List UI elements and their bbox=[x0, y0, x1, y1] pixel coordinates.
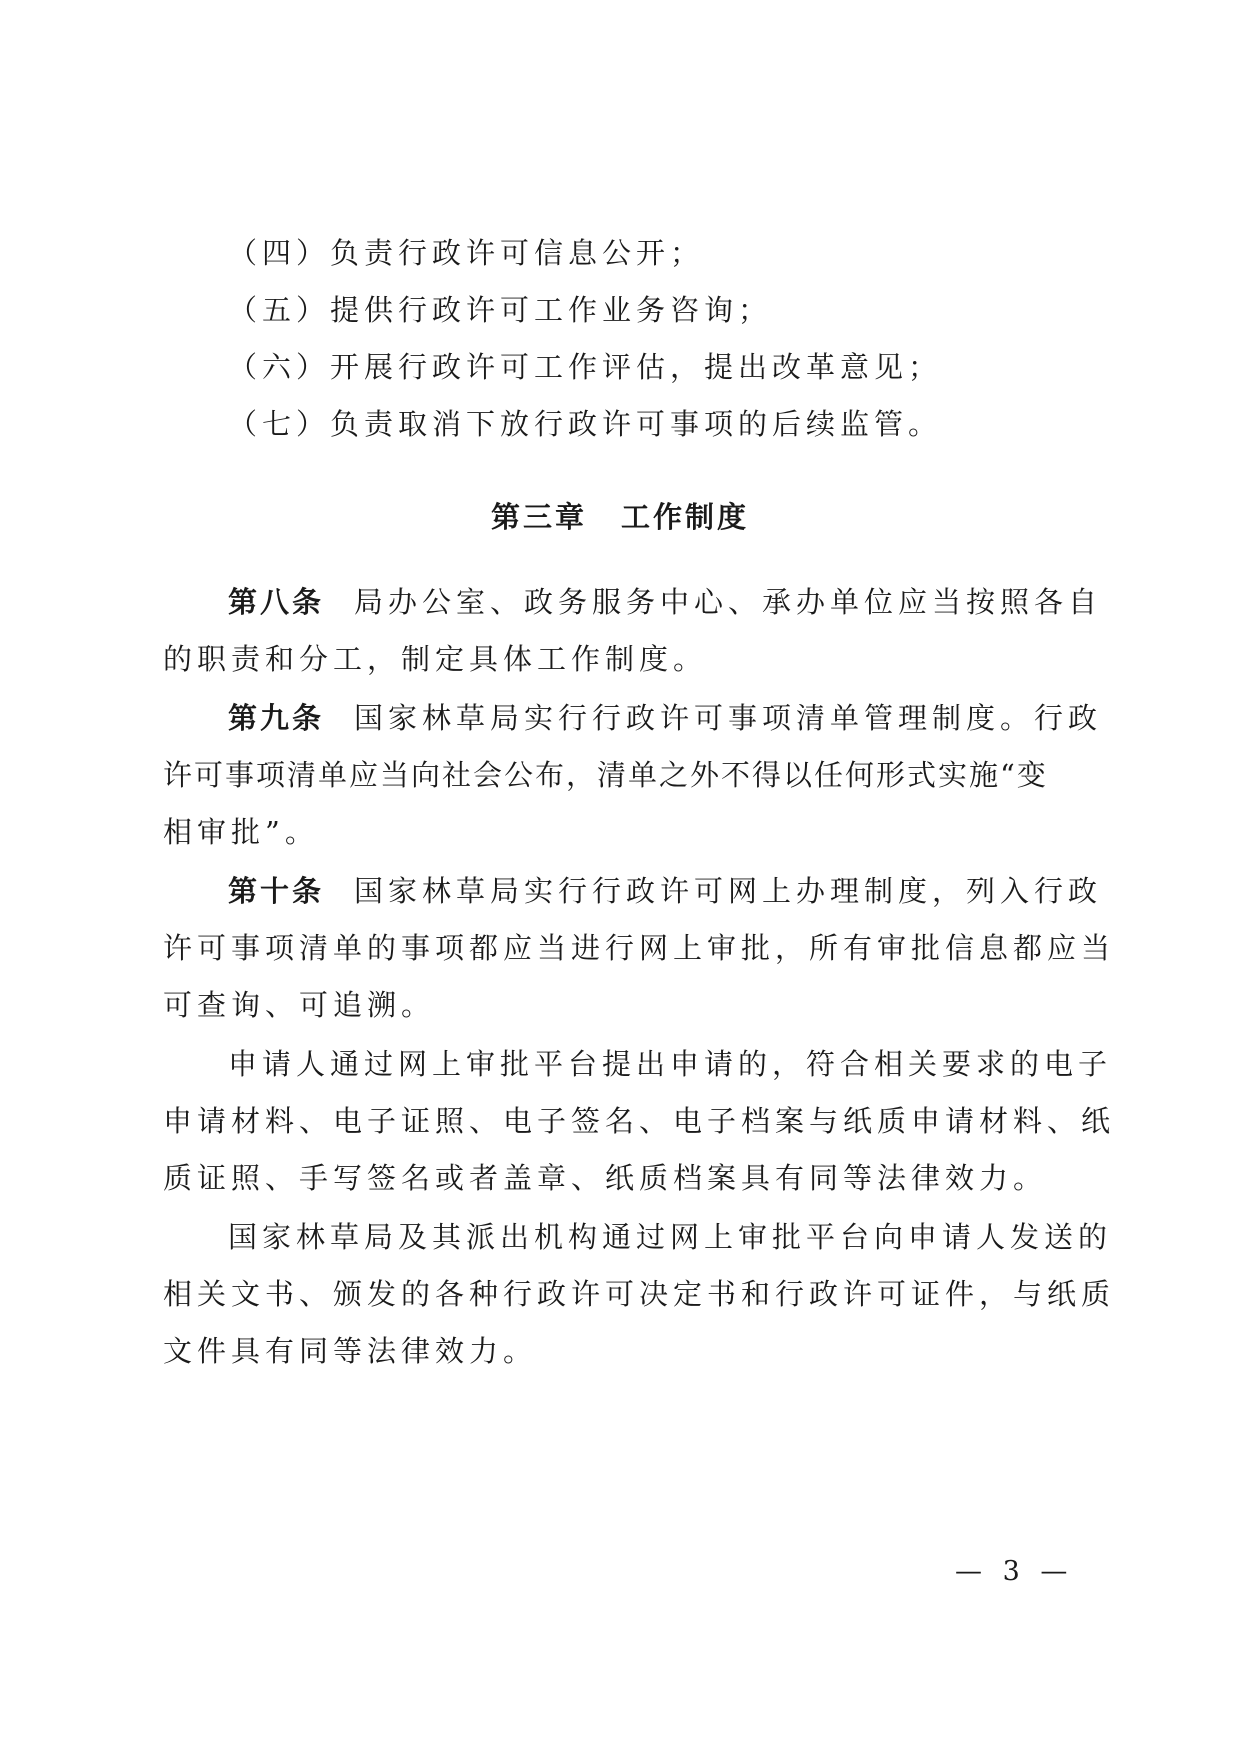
bureau-paragraph-line-3: 文件具有同等法律效力。 bbox=[163, 1334, 538, 1368]
list-item-6: （六）开展行政许可工作评估，提出改革意见； bbox=[228, 350, 943, 384]
bureau-paragraph-line-1: 国家林草局及其派出机构通过网上审批平台向申请人发送的 bbox=[228, 1220, 1113, 1254]
applicant-paragraph-line-1: 申请人通过网上审批平台提出申请的，符合相关要求的电子 bbox=[228, 1047, 1113, 1081]
list-item-7: （七）负责取消下放行政许可事项的后续监管。 bbox=[228, 407, 943, 441]
article-10-line-1 bbox=[228, 871, 1103, 911]
article-9-line-1 bbox=[228, 698, 1103, 738]
article-9-line-2: 许可事项清单应当向社会公布，清单之外不得以任何形式实施“变 bbox=[163, 758, 1048, 792]
article-10-label: 第十条 bbox=[228, 874, 325, 908]
article-9-label: 第九条 bbox=[228, 701, 325, 735]
list-item-5: （五）提供行政许可工作业务咨询； bbox=[228, 293, 773, 327]
article-8-text-1: 局办公室、政务服务中心、承办单位应当按照各自 bbox=[354, 585, 1103, 619]
article-8-line-1 bbox=[228, 582, 1103, 622]
article-9-text-1: 国家林草局实行行政许可事项清单管理制度。行政 bbox=[354, 701, 1103, 735]
article-8-line-2: 的职责和分工，制定具体工作制度。 bbox=[163, 642, 708, 676]
chapter-heading bbox=[0, 497, 1240, 537]
page-number: — 3 — bbox=[955, 1556, 1074, 1587]
article-10-line-3: 可查询、可追溯。 bbox=[163, 988, 436, 1022]
article-10-text-1: 国家林草局实行行政许可网上办理制度，列入行政 bbox=[354, 874, 1103, 908]
bureau-paragraph-line-2: 相关文书、颁发的各种行政许可决定书和行政许可证件，与纸质 bbox=[163, 1277, 1116, 1311]
chapter-title: 工作制度 bbox=[621, 500, 750, 534]
applicant-paragraph-line-3: 质证照、手写签名或者盖章、纸质档案具有同等法律效力。 bbox=[163, 1161, 1048, 1195]
article-9-line-3: 相审批”。 bbox=[163, 815, 319, 849]
applicant-paragraph-line-2: 申请材料、电子证照、电子签名、电子档案与纸质申请材料、纸 bbox=[163, 1104, 1116, 1138]
article-10-line-2: 许可事项清单的事项都应当进行网上审批，所有审批信息都应当 bbox=[163, 931, 1116, 965]
chapter-number: 第三章 bbox=[490, 500, 587, 534]
list-item-4: （四）负责行政许可信息公开； bbox=[228, 236, 705, 270]
article-8-label: 第八条 bbox=[228, 585, 325, 619]
